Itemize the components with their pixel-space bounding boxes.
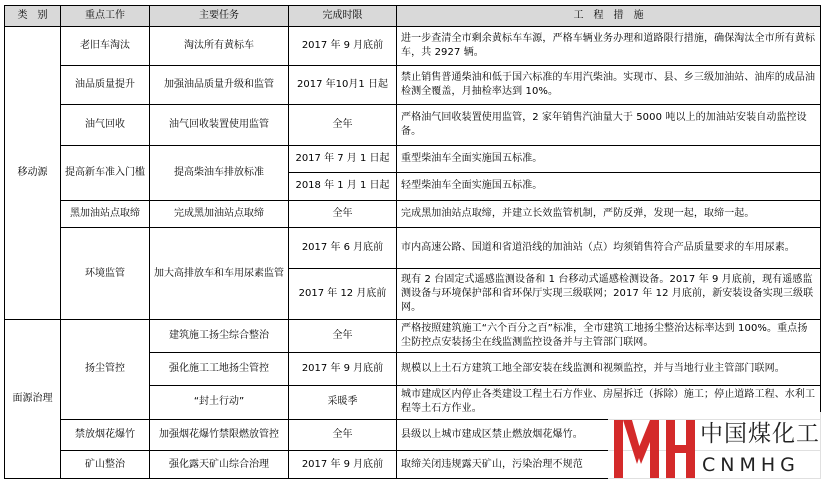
watermark	[608, 412, 821, 482]
main-task-cell: 淘汰所有黄标车	[150, 27, 289, 66]
category-cell: 面源治理	[5, 320, 61, 479]
measure-cell: 完成黑加油站点取缔，并建立长效监管机制，严防反弹，发现一起，取缔一起。	[397, 200, 821, 228]
header-row	[5, 6, 821, 27]
main-task-cell: 强化露天矿山综合治理	[150, 451, 289, 479]
table-row	[5, 66, 821, 105]
measure-cell: 进一步查清全市剩余黄标车车源，严格车辆业务办理和道路限行措施，确保淘汰全市所有黄标车，共 2927 辆。	[397, 27, 821, 66]
deadline-cell: 采暖季	[289, 385, 397, 419]
deadline-cell: 2017 年 9 月底前	[289, 451, 397, 479]
measure-cell: 轻型柴油车全面实施国五标准。	[397, 173, 821, 201]
measure-cell: 现有 2 台固定式遥感监测设备和 1 台移动式遥感检测设备。2017 年 9 月底前，现有遥感监测设备与环境保护部和省环保厅实现三级联网；2017 年 12 月底前，新安装设备实现三级联网。	[397, 269, 821, 320]
key-work-cell: 油品质量提升	[61, 66, 150, 105]
main-task-cell: 提高柴油车排放标准	[150, 145, 289, 200]
mh-logo-icon	[608, 412, 698, 482]
deadline-cell: 全年	[289, 419, 397, 451]
key-work-cell: 老旧车淘汰	[61, 27, 150, 66]
header-deadline: 完成时限	[289, 6, 397, 27]
deadline-cell: 2017 年 9 月底前	[289, 27, 397, 66]
key-work-cell: 环境监管	[61, 228, 150, 320]
table-row	[5, 27, 821, 66]
main-task-cell: 完成黑加油站点取缔	[150, 200, 289, 228]
header-category: 类 别	[5, 6, 61, 27]
table-row	[5, 200, 821, 228]
key-work-cell: 油气回收	[61, 105, 150, 145]
deadline-cell: 全年	[289, 320, 397, 353]
key-work-cell: 黑加油站点取缔	[61, 200, 150, 228]
measure-cell: 取缔关闭违规露天矿山，污染治理不规范	[397, 451, 821, 479]
header-measures: 工 程 措 施	[397, 6, 821, 27]
measure-cell: 市内高速公路、国道和省道沿线的加油站（点）均须销售符合产品质量要求的车用尿素。	[397, 228, 821, 269]
main-task-cell: 加强油品质量升级和监管	[150, 66, 289, 105]
deadline-cell: 2017 年 6 月底前	[289, 228, 397, 269]
deadline-cell: 2018 年 1 月 1 日起	[289, 173, 397, 201]
watermark-cn: 中国煤化工	[700, 421, 820, 447]
measure-cell: 城市建成区内停止各类建设工程土石方作业、房屋拆迁（拆除）施工；停止道路工程、水利工程等土石方作业。	[397, 385, 821, 419]
header-main-task: 主要任务	[150, 6, 289, 27]
key-work-cell: 提高新车准入门槛	[61, 145, 150, 200]
main-task-cell: 油气回收装置使用监管	[150, 105, 289, 145]
key-work-cell: 禁放烟花爆竹	[61, 419, 150, 451]
main-task-cell: 加强烟花爆竹禁限燃放管控	[150, 419, 289, 451]
main-task-cell: 建筑施工扬尘综合整治	[150, 320, 289, 353]
mh-logo-mark	[614, 420, 695, 478]
deadline-cell: 2017 年 9 月底前	[289, 352, 397, 385]
header-key-work: 重点工作	[61, 6, 150, 27]
main-task-cell: 强化施工工地扬尘管控	[150, 352, 289, 385]
watermark-en: CNMHG	[702, 454, 800, 476]
measures-table	[4, 5, 821, 479]
main-task-cell: “封土行动”	[150, 385, 289, 419]
deadline-cell: 2017 年 12 月底前	[289, 269, 397, 320]
table-row	[5, 228, 821, 269]
measure-cell: 严格油气回收装置使用监管，2 家年销售汽油量大于 5000 吨以上的加油站安装自动监控设备。	[397, 105, 821, 145]
deadline-cell: 全年	[289, 105, 397, 145]
table-row	[5, 105, 821, 145]
table-row	[5, 145, 821, 173]
deadline-cell: 2017 年 7 月 1 日起	[289, 145, 397, 173]
measure-cell: 县级以上城市建成区禁止燃放烟花爆竹。	[397, 419, 821, 451]
table-row	[5, 320, 821, 353]
deadline-cell: 全年	[289, 200, 397, 228]
key-work-cell: 扬尘管控	[61, 320, 150, 419]
key-work-cell: 矿山整治	[61, 451, 150, 479]
measure-cell: 重型柴油车全面实施国五标准。	[397, 145, 821, 173]
category-cell: 移动源	[5, 27, 61, 320]
main-task-cell: 加大高排放车和车用尿素监管	[150, 228, 289, 320]
measure-cell: 规模以上土石方建筑工地全部安装在线监测和视频监控，并与当地行业主管部门联网。	[397, 352, 821, 385]
measure-cell: 禁止销售普通柴油和低于国六标准的车用汽柴油。实现市、县、乡三级加油站、油库的成品油检测全覆盖，月抽检率达到 10%。	[397, 66, 821, 105]
measure-cell: 严格按照建筑施工“六个百分之百”标准，全市建筑工地扬尘整治达标率达到 100%。重点扬尘防控点安装扬尘在线监测监控设备并与主管部门联网。	[397, 320, 821, 353]
deadline-cell: 2017 年10月1 日起	[289, 66, 397, 105]
